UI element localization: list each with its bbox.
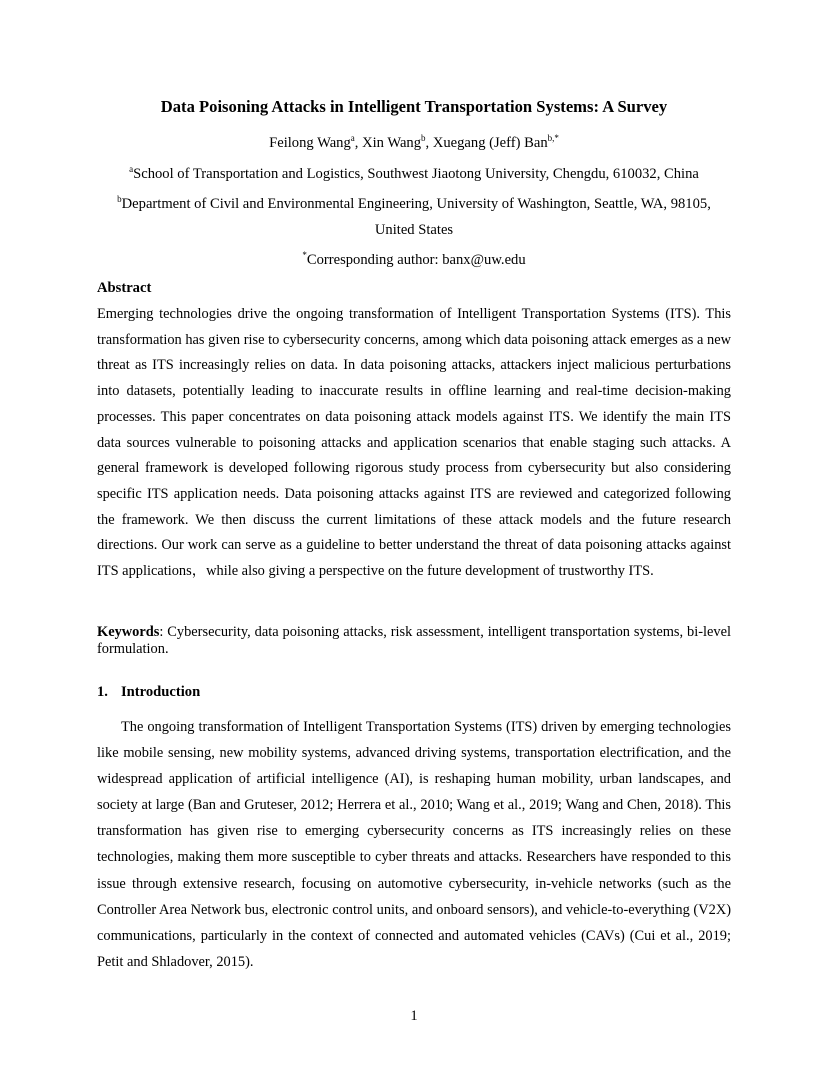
section-number: 1. — [97, 684, 108, 700]
corresponding-author-text: Corresponding author: banx@uw.edu — [306, 252, 526, 268]
section-title: Introduction — [121, 684, 201, 700]
corresponding-author — [0, 251, 828, 269]
keywords-text: : Cybersecurity, data poisoning attacks, risk assessment, intelligent transportation systems, bi-level formulation. — [97, 624, 731, 657]
affiliation-a — [0, 165, 828, 183]
keywords-label: Keywords — [97, 624, 160, 640]
author-name: Xin Wang — [362, 135, 422, 151]
corresponding-marker: * — [302, 250, 307, 261]
author-name: Xuegang (Jeff) Ban — [432, 135, 548, 151]
introduction-paragraph: The ongoing transformation of Intelligent Transportation Systems (ITS) driven by emerging technologies like mobile sensing, new mobility systems, advanced driving systems, transportation electrification, and the widespread application of artificial intelligence (AI), is reshaping human mobility, urban landscapes, and society at large (Ban and Gruteser, 2012; Herrera et al., 2010; Wang et al., 2019; Wang and Chen, 2018). This transformation has given rise to emerging cybersecurity concerns as ITS increasingly relies on these technologies, making them more susceptible to cyber threats and attacks. Researchers have responded to this issue through extensive research, focusing on automotive cybersecurity, in-vehicle networks (such as the Controller Area Network bus, electronic control units, and onboard sensors), and vehicle-to-everything (V2X) communications, particularly in the context of connected and automated vehicles (CAVs) (Cui et al., 2019; Petit and Shladover, 2015). — [97, 719, 731, 970]
author-affiliation-marker: a — [350, 133, 355, 144]
keywords — [97, 624, 731, 658]
affiliation-marker: b — [117, 194, 122, 205]
author-name: Feilong Wang — [269, 135, 351, 151]
author-separator: , — [354, 135, 363, 151]
author-list — [0, 134, 828, 152]
author-affiliation-marker: b — [421, 133, 426, 144]
author-affiliation-marker: b,* — [547, 133, 559, 144]
affiliation-b-continued: United States — [374, 222, 454, 238]
affiliation-b — [0, 195, 828, 213]
affiliation-text: Department of Civil and Environmental Engineering, University of Washington, Seattle, WA, 98105, — [121, 196, 711, 212]
abstract-text: Emerging technologies drive the ongoing transformation of Intelligent Transportation Systems (ITS). This transformation has given rise to cybersecurity concerns, among which data poisoning attack emerges as a new threat as ITS increasingly relies on data. In data poisoning attacks, attackers inject malicious perturbations into datasets, potentially leading to inaccurate results in offline learning and real-time decision-making processes. This paper concentrates on data poisoning attack models against ITS. We identify the main ITS data sources vulnerable to poisoning attacks and application scenarios that enable staging such attacks. A general framework is developed following rigorous study process from cybersecurity but also considering specific ITS application needs. Data poisoning attacks against ITS are reviewed and categorized following the framework. We then discuss the current limitations of these attack models and the future research directions. Our work can serve as a guideline to better understand the threat of data poisoning attacks against ITS applications，while also giving a perspective on the future development of trustworthy ITS. — [97, 306, 731, 580]
affiliation-text: School of Transportation and Logistics, Southwest Jiaotong University, Chengdu, 610032, China — [133, 166, 699, 182]
page-number: 1 — [410, 1008, 418, 1024]
author-separator: , — [425, 135, 433, 151]
abstract-heading: Abstract — [97, 280, 152, 296]
section-heading-introduction — [97, 684, 200, 701]
paper-title: Data Poisoning Attacks in Intelligent Transportation Systems: A Survey — [160, 97, 668, 116]
affiliation-marker: a — [129, 164, 134, 175]
